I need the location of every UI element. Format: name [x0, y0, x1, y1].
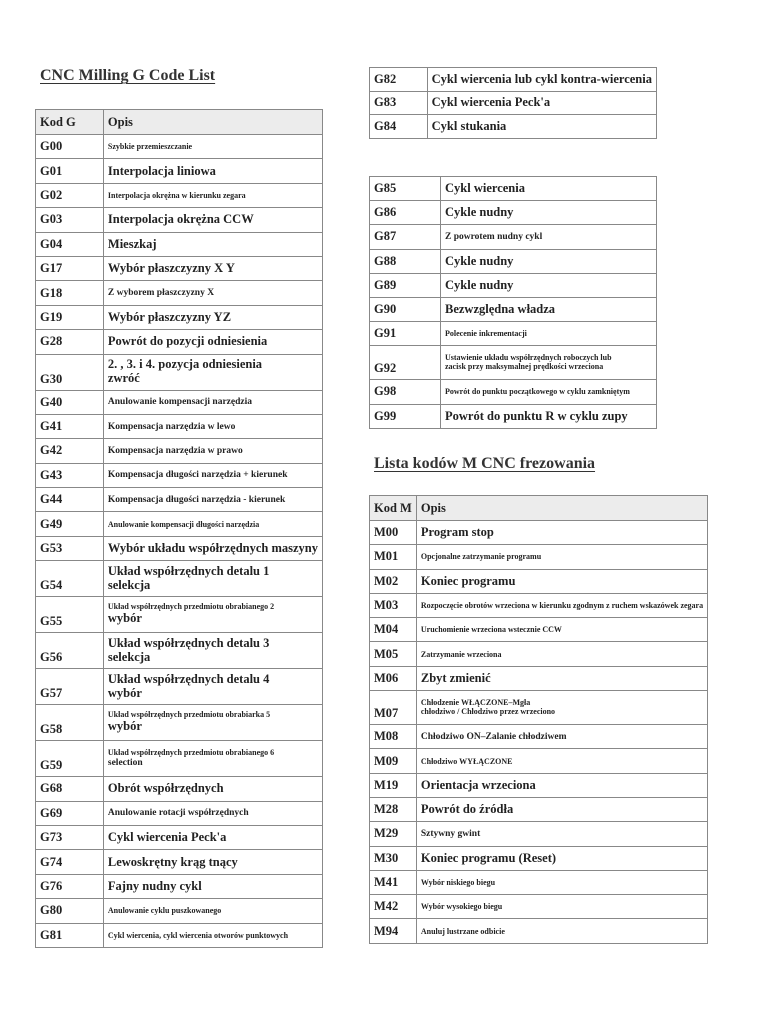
code-cell: G04: [36, 232, 104, 256]
description-text: Opcjonalne zatrzymanie programu: [420, 552, 542, 562]
table-row: [36, 439, 323, 463]
description-text: Wybór płaszczyzny X Y: [107, 261, 235, 276]
description-cell: [441, 404, 657, 428]
description-text: Anulowanie cyklu puszkowanego: [107, 906, 222, 916]
code-cell: G02: [36, 183, 104, 207]
table-row: [36, 874, 323, 898]
description-text: Ustawienie układu współrzędnych roboczych lub: [445, 353, 612, 363]
code-cell: G74: [36, 850, 104, 874]
description-cell: [103, 488, 322, 512]
code-cell: G19: [36, 305, 104, 329]
description-cell: [416, 822, 707, 846]
description-text: Anulowanie kompensacji narzędzia: [107, 397, 252, 408]
table-row: [370, 870, 708, 894]
description-text: Obrót współrzędnych: [107, 781, 224, 796]
description-cell: [103, 439, 322, 463]
description-cell: [103, 208, 322, 232]
column-header-description: Opis: [416, 496, 707, 521]
code-cell: G69: [36, 801, 104, 825]
description-cell: [103, 669, 322, 705]
description-cell: [103, 512, 322, 536]
description-cell: [416, 618, 707, 642]
table-row: [36, 488, 323, 512]
description-text: Anulowanie kompensacji długości narzędzia: [107, 519, 260, 529]
description-cell: [427, 68, 656, 92]
code-cell: M19: [370, 773, 417, 797]
code-cell: M41: [370, 870, 417, 894]
table-row: [36, 159, 323, 183]
code-cell: G88: [370, 249, 441, 273]
code-cell: M28: [370, 797, 417, 821]
m-code-list-title: Lista kodów M CNC frezowania: [374, 455, 596, 472]
code-cell: G90: [370, 297, 441, 321]
table-row: [370, 115, 657, 139]
description-text: Chłodziwo WYŁĄCZONE: [420, 756, 513, 766]
description-text-line-2: zwróć: [107, 371, 140, 386]
description-text: Zbyt zmienić: [420, 670, 491, 685]
description-cell: [441, 273, 657, 297]
code-cell: G28: [36, 330, 104, 354]
description-cell: [416, 593, 707, 617]
table-row: [36, 354, 323, 390]
description-text: 2. , 3. i 4. pozycja odniesienia: [107, 357, 263, 372]
code-cell: G84: [370, 115, 428, 139]
description-text-line-2: chłodziwo / Chłodziwo przez wrzeciono: [420, 706, 556, 716]
description-text: Lewoskrętny krąg tnący: [107, 854, 238, 869]
table-row: [36, 463, 323, 487]
code-cell: M30: [370, 846, 417, 870]
code-cell: M03: [370, 593, 417, 617]
description-cell: [103, 256, 322, 280]
table-row: [36, 850, 323, 874]
description-cell: [103, 232, 322, 256]
description-cell: [103, 183, 322, 207]
code-cell: G41: [36, 414, 104, 438]
code-cell: M42: [370, 895, 417, 919]
description-text: Chłodzenie WŁĄCZONE–Mgła: [420, 697, 531, 707]
description-text: Interpolacja okrężna w kierunku zegara: [107, 190, 246, 200]
table-row: [370, 846, 708, 870]
code-cell: G99: [370, 404, 441, 428]
table-row: [370, 201, 657, 225]
description-text: Uruchomienie wrzeciona wstecznie CCW: [420, 625, 562, 635]
g-code-table-continued: [369, 67, 657, 139]
description-cell: [416, 895, 707, 919]
table-row: [370, 691, 708, 725]
description-text: Układ współrzędnych przedmiotu obrabiarka 5: [107, 710, 271, 720]
description-cell: [103, 597, 322, 633]
table-row: [36, 536, 323, 560]
code-cell: G80: [36, 899, 104, 923]
code-cell: G83: [370, 91, 428, 115]
code-cell: G18: [36, 281, 104, 305]
code-cell: G87: [370, 225, 441, 249]
table-row: [370, 322, 657, 346]
description-text: Cykle nudny: [445, 205, 514, 220]
code-cell: M06: [370, 666, 417, 690]
table-row: [36, 705, 323, 741]
description-cell: [103, 705, 322, 741]
table-row: [36, 741, 323, 777]
code-cell: M29: [370, 822, 417, 846]
code-cell: G98: [370, 380, 441, 404]
description-text: Powrót do pozycji odniesienia: [107, 334, 268, 349]
m-code-table: [369, 495, 708, 944]
code-cell: M94: [370, 919, 417, 943]
description-text: Chłodziwo ON–Zalanie chłodziwem: [420, 731, 567, 742]
description-cell: [416, 725, 707, 749]
description-text: Szybkie przemieszczanie: [107, 142, 193, 152]
code-cell: M02: [370, 569, 417, 593]
description-cell: [416, 666, 707, 690]
description-text: Kompensacja narzędzia w lewo: [107, 421, 236, 432]
description-cell: [103, 850, 322, 874]
description-cell: [441, 322, 657, 346]
description-cell: [103, 874, 322, 898]
table-row: [370, 822, 708, 846]
description-text: Układ współrzędnych przedmiotu obrabianego 2: [107, 602, 275, 612]
description-cell: [103, 536, 322, 560]
description-text: Układ współrzędnych detalu 4: [107, 672, 270, 686]
description-text-line-2: selection: [107, 757, 143, 768]
code-cell: G40: [36, 390, 104, 414]
table-row: [370, 249, 657, 273]
code-cell: M09: [370, 749, 417, 773]
description-text: Kompensacja długości narzędzia - kierunek: [107, 494, 286, 505]
description-cell: [441, 177, 657, 201]
code-cell: G92: [370, 346, 441, 380]
description-text: Powrót do punktu początkowego w cyklu zamkniętym: [445, 387, 630, 397]
description-cell: [416, 521, 707, 545]
description-text: Cykl stukania: [431, 118, 507, 133]
table-row: [370, 797, 708, 821]
description-cell: [103, 826, 322, 850]
table-row: [36, 512, 323, 536]
description-cell: [416, 545, 707, 569]
code-cell: M00: [370, 521, 417, 545]
code-cell: G53: [36, 536, 104, 560]
description-text-line-2: wybór: [107, 611, 142, 626]
table-row: [370, 521, 708, 545]
description-cell: [103, 330, 322, 354]
description-text: Bezwzględna władza: [445, 302, 556, 317]
description-cell: [441, 297, 657, 321]
table-row: [370, 919, 708, 943]
description-text: Cykl wiercenia, cykl wiercenia otworów punktowych: [107, 930, 289, 940]
table-row: [36, 305, 323, 329]
description-text: Mieszkaj: [107, 236, 157, 251]
table-row: [370, 225, 657, 249]
description-cell: [103, 923, 322, 947]
description-text-line-2: selekcja: [107, 649, 151, 664]
table-row: [36, 561, 323, 597]
description-cell: [416, 773, 707, 797]
description-text: Cykle nudny: [445, 253, 514, 268]
description-text: Wybór płaszczyzny YZ: [107, 309, 232, 324]
description-cell: [103, 741, 322, 777]
table-row: [36, 633, 323, 669]
description-text: Anuluj lustrzane odbicie: [420, 926, 505, 936]
description-text-line-2: selekcja: [107, 577, 151, 592]
g-code-table: [35, 109, 323, 948]
description-text: Koniec programu (Reset): [420, 850, 557, 865]
column-header-code: Kod M: [370, 496, 417, 521]
code-cell: G30: [36, 354, 104, 390]
table-row: [36, 899, 323, 923]
description-text: Fajny nudny cykl: [107, 879, 202, 893]
description-text: Układ współrzędnych detalu 3: [107, 636, 270, 650]
description-cell: [103, 561, 322, 597]
table-row: [36, 135, 323, 159]
description-cell: [103, 135, 322, 159]
code-cell: G00: [36, 135, 104, 159]
description-cell: [103, 305, 322, 329]
table-row: [370, 346, 657, 380]
table-header-row: [36, 110, 323, 135]
table-row: [370, 380, 657, 404]
code-cell: G89: [370, 273, 441, 297]
description-text: Cykl wiercenia: [445, 181, 525, 196]
description-cell: [103, 281, 322, 305]
description-text: Cykl wiercenia Peck'a: [431, 95, 551, 110]
code-cell: G73: [36, 826, 104, 850]
description-cell: [416, 642, 707, 666]
description-cell: [441, 346, 657, 380]
table-row: [36, 597, 323, 633]
code-cell: G68: [36, 777, 104, 801]
code-cell: G85: [370, 177, 441, 201]
g-code-table-continued-2: [369, 176, 657, 429]
table-row: [370, 297, 657, 321]
table-row: [370, 749, 708, 773]
description-text: Z powrotem nudny cykl: [445, 231, 543, 242]
code-cell: G54: [36, 561, 104, 597]
table-row: [370, 618, 708, 642]
table-row: [36, 183, 323, 207]
table-row: [36, 390, 323, 414]
description-text: Rozpoczęcie obrotów wrzeciona w kierunku zgodnym z ruchem wskazówek zegara: [420, 601, 704, 611]
description-text: Kompensacja długości narzędzia + kierunek: [107, 470, 288, 481]
description-text: Sztywny gwint: [420, 828, 481, 839]
table-row: [370, 545, 708, 569]
description-text: Interpolacja liniowa: [107, 163, 216, 178]
description-text: Wybór niskiego biegu: [420, 878, 496, 887]
column-header-code: Kod G: [36, 110, 104, 135]
description-cell: [441, 249, 657, 273]
description-text: Wybór układu współrzędnych maszyny: [107, 541, 318, 556]
description-cell: [416, 569, 707, 593]
table-row: [370, 895, 708, 919]
description-cell: [103, 899, 322, 923]
table-row: [370, 725, 708, 749]
table-header-row: [370, 496, 708, 521]
description-text: Orientacja wrzeciona: [420, 777, 536, 792]
table-row: [370, 642, 708, 666]
table-row: [36, 232, 323, 256]
table-row: [36, 330, 323, 354]
description-cell: [416, 870, 707, 894]
description-text: Anulowanie rotacji współrzędnych: [107, 808, 249, 819]
description-text: Cykl wiercenia lub cykl kontra-wiercenia: [431, 71, 652, 86]
description-text-line-2: zacisk przy maksymalnej prędkości wrzeciona: [445, 361, 604, 371]
code-cell: G03: [36, 208, 104, 232]
code-cell: G56: [36, 633, 104, 669]
table-row: [36, 801, 323, 825]
description-cell: [416, 919, 707, 943]
description-text-line-2: wybór: [107, 685, 142, 700]
description-cell: [103, 390, 322, 414]
description-text: Układ współrzędnych detalu 1: [107, 564, 270, 578]
code-cell: G76: [36, 874, 104, 898]
description-text-line-2: wybór: [107, 719, 142, 734]
table-row: [36, 777, 323, 801]
description-cell: [103, 414, 322, 438]
description-text: Z wyborem płaszczyzny X: [107, 288, 215, 299]
description-text: Układ współrzędnych przedmiotu obrabianego 6: [107, 748, 275, 758]
table-row: [36, 826, 323, 850]
table-row: [370, 91, 657, 115]
code-cell: G57: [36, 669, 104, 705]
code-cell: G44: [36, 488, 104, 512]
description-cell: [427, 115, 656, 139]
column-header-description: Opis: [103, 110, 322, 135]
description-cell: [103, 801, 322, 825]
description-cell: [441, 225, 657, 249]
description-text: Polecenie inkrementacji: [445, 329, 527, 339]
description-cell: [441, 380, 657, 404]
table-row: [370, 593, 708, 617]
code-cell: G17: [36, 256, 104, 280]
description-cell: [103, 633, 322, 669]
code-cell: M07: [370, 691, 417, 725]
code-cell: G58: [36, 705, 104, 741]
description-cell: [416, 749, 707, 773]
description-text: Cykl wiercenia Peck'a: [107, 830, 227, 845]
description-cell: [416, 691, 707, 725]
description-cell: [103, 159, 322, 183]
table-row: [370, 773, 708, 797]
table-row: [36, 414, 323, 438]
code-cell: G59: [36, 741, 104, 777]
table-row: [36, 669, 323, 705]
code-cell: G86: [370, 201, 441, 225]
description-cell: [103, 463, 322, 487]
g-code-list-title: CNC Milling G Code List: [40, 67, 216, 84]
description-text: Cykle nudny: [445, 277, 514, 292]
table-row: [36, 256, 323, 280]
code-cell: M08: [370, 725, 417, 749]
table-row: [370, 177, 657, 201]
description-cell: [416, 797, 707, 821]
description-text: Powrót do punktu R w cyklu zupy: [445, 408, 628, 423]
code-cell: G81: [36, 923, 104, 947]
table-row: [370, 404, 657, 428]
description-cell: [103, 354, 322, 390]
table-row: [370, 569, 708, 593]
code-cell: M04: [370, 618, 417, 642]
description-text: Kompensacja narzędzia w prawo: [107, 445, 243, 456]
description-text: Program stop: [420, 525, 494, 540]
description-text: Wybór wysokiego biegu: [420, 902, 503, 912]
table-row: [36, 923, 323, 947]
code-cell: G91: [370, 322, 441, 346]
code-cell: M01: [370, 545, 417, 569]
description-text: Zatrzymanie wrzeciona: [420, 649, 502, 659]
description-cell: [416, 846, 707, 870]
code-cell: G49: [36, 512, 104, 536]
code-cell: G55: [36, 597, 104, 633]
description-cell: [427, 91, 656, 115]
description-cell: [103, 777, 322, 801]
description-text: Interpolacja okrężna CCW: [107, 212, 254, 227]
description-text: Powrót do źródła: [420, 802, 514, 817]
code-cell: G01: [36, 159, 104, 183]
table-row: [370, 666, 708, 690]
code-cell: G42: [36, 439, 104, 463]
table-row: [36, 281, 323, 305]
table-row: [36, 208, 323, 232]
description-cell: [441, 201, 657, 225]
description-text: Koniec programu: [420, 573, 516, 588]
code-cell: G82: [370, 68, 428, 92]
table-row: [370, 273, 657, 297]
code-cell: G43: [36, 463, 104, 487]
code-cell: M05: [370, 642, 417, 666]
table-row: [370, 68, 657, 92]
